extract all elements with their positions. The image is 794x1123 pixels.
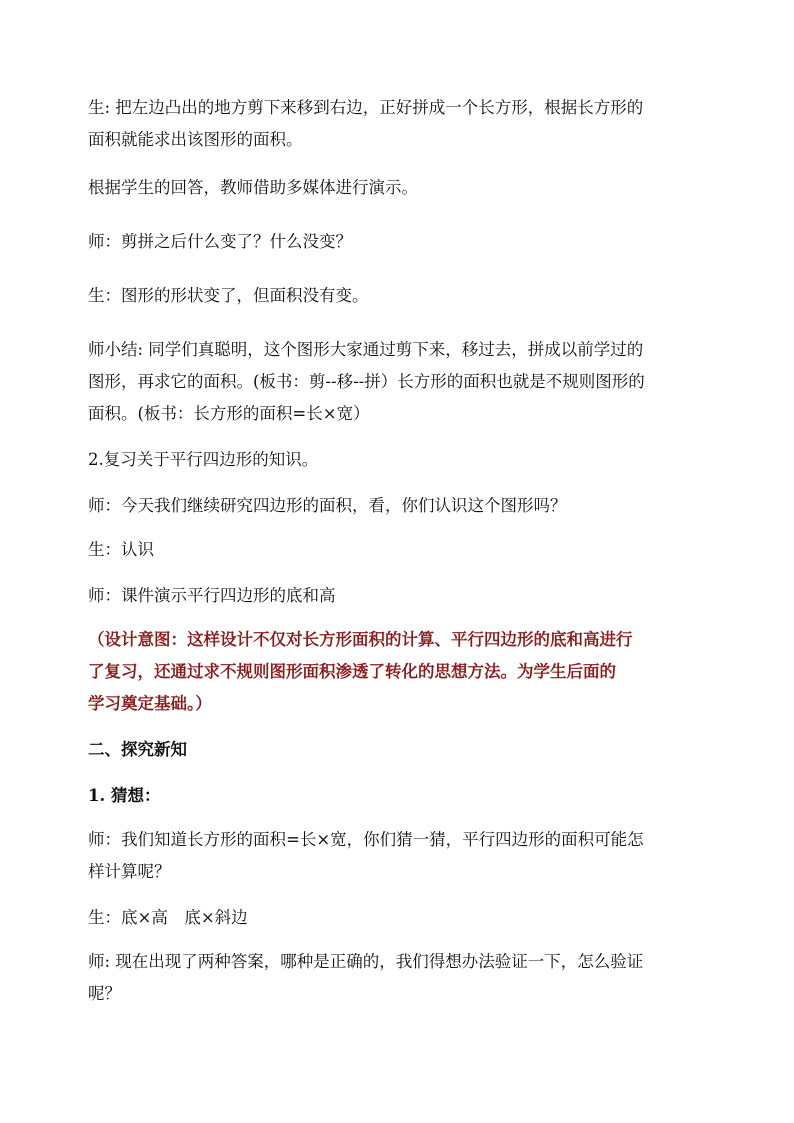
subheading-guess: 1. 猜想： <box>88 786 161 805</box>
paragraph-teacher-courseware: 师：课件演示平行四边形的底和高 <box>88 586 336 605</box>
paragraph-teacher-guess-question: 师：我们知道长方形的面积=长×宽，你们猜一猜，平行四边形的面积可能怎 样计算呢？ <box>88 830 644 881</box>
paragraph-design-intent: （设计意图：这样设计不仅对长方形面积的计算、平行四边形的底和高进行 了复习，还通过求不规则图形面积渗透了转化的思想方法。为学生后面的 学习奠定基础。） <box>88 630 633 713</box>
paragraph-student-guess-answers: 生：底×高 底×斜边 <box>88 908 248 927</box>
paragraph-student-answer-cut: 生: 把左边凸出的地方剪下来移到右边，正好拼成一个长方形，根据长方形的 面积就能求出该图形的面积。 <box>88 98 644 149</box>
paragraph-student-know: 生：认识 <box>88 540 154 559</box>
section-heading-explore: 二、探究新知 <box>88 740 187 759</box>
paragraph-teacher-today: 师：今天我们继续研究四边形的面积，看，你们认识这个图形吗？ <box>88 496 567 515</box>
paragraph-teacher-demo: 根据学生的回答，教师借助多媒体进行演示。 <box>88 178 418 197</box>
paragraph-teacher-summary: 师小结: 同学们真聪明，这个图形大家通过剪下来，移过去，拼成以前学过的 图形，再求它的面积。(板书：剪--移--拼）长方形的面积也就是不规则图形的 面积。(板书：长方形的面积=长×宽） <box>88 340 645 423</box>
paragraph-student-shape-changed: 生：图形的形状变了，但面积没有变。 <box>88 286 369 305</box>
paragraph-teacher-verify: 师: 现在出现了两种答案，哪种是正确的，我们得想办法验证一下，怎么验证 呢？ <box>88 952 644 1003</box>
paragraph-review-heading: 2.复习关于平行四边形的知识。 <box>88 450 319 469</box>
paragraph-teacher-question: 师：剪拼之后什么变了？什么没变？ <box>88 232 352 251</box>
